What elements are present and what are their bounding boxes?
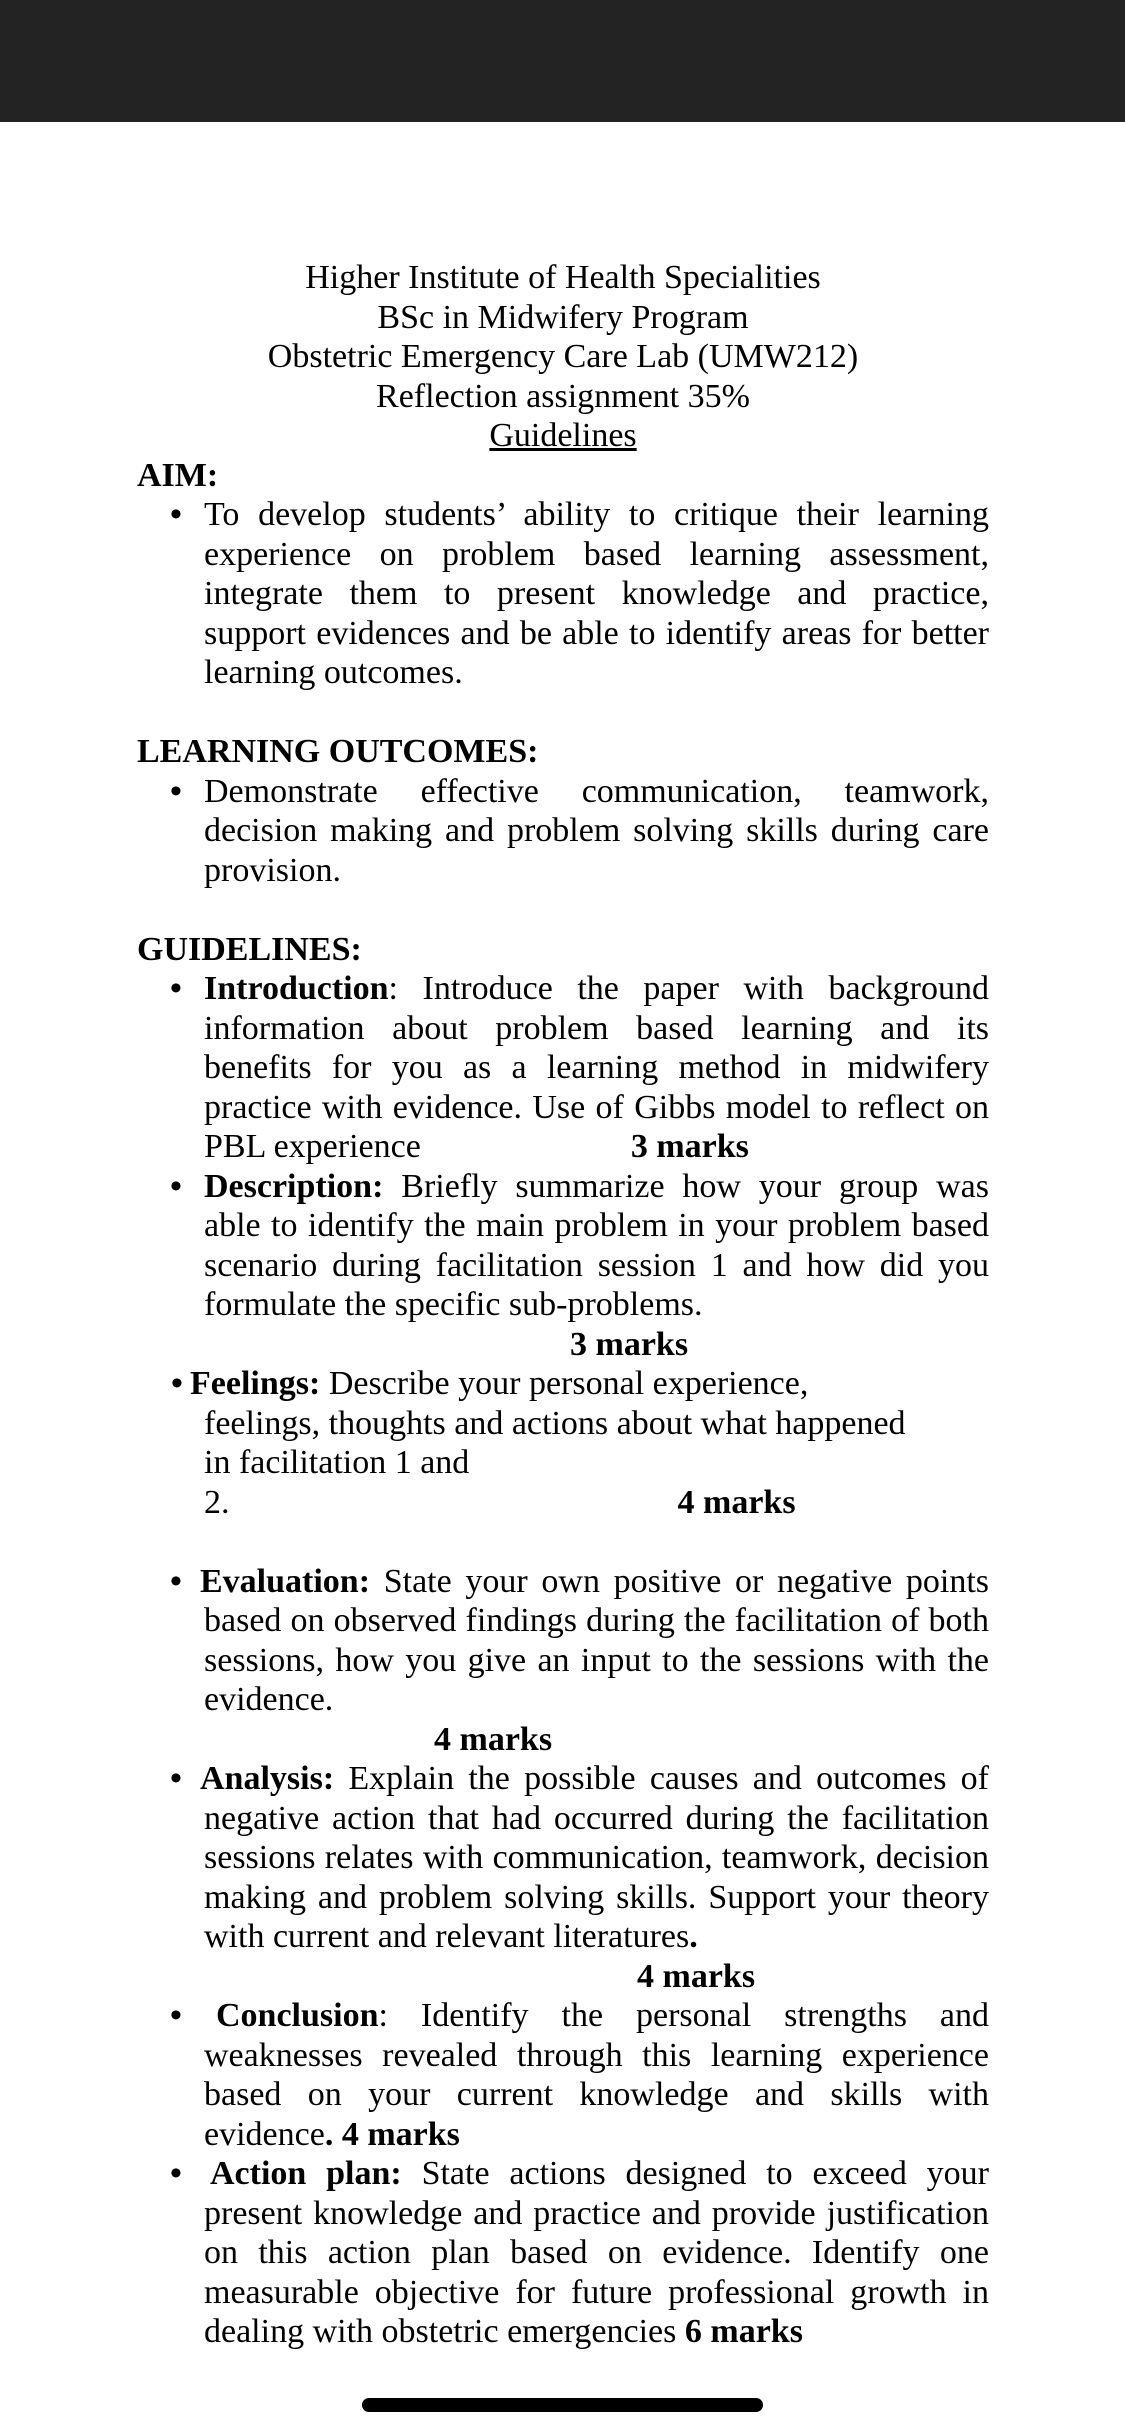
learning-outcome-text: Demonstrate effective communication, teamwork, decision making and problem solving skills during care provision. [204,772,989,889]
conclusion-marks: . 4 marks [324,2115,460,2153]
evaluation-marks: 4 marks [434,1720,553,1758]
analysis-period: . [689,1918,698,1955]
list-item [137,772,989,891]
action-plan-label: Action plan: [210,2155,402,2192]
evaluation-label: Evaluation: [200,1562,371,1600]
guidelines-title: GUIDELINES: [137,930,362,968]
guideline-conclusion [137,1996,989,2154]
action-plan-text: State actions designed to exceed your present knowledge and practice and provide justification on this action plan based on evidence. Identify one measurable objective for future professional growth in dealing with obstetric emergencies [204,2155,989,2350]
evaluation-text: State your own positive or negative points based on observed findings during the facilitation of both sessions, how you give an input to the sessions with the evidence. [204,1562,989,1718]
bullet-icon: • [170,970,182,1007]
guideline-analysis [137,1759,989,1957]
bullet-icon: • [170,1562,182,1600]
bullet-icon: • [170,772,182,810]
guidelines-list [137,969,989,2352]
conclusion-label: Conclusion [216,1997,379,2034]
bullet-icon: • [171,1365,183,1402]
status-bar [0,0,1125,122]
analysis-marks: 4 marks [637,1957,756,1995]
action-plan-marks: 6 marks [684,2313,803,2350]
conclusion-text: : Identify the personal strengths and weaknesses revealed through this learning experience based on your current knowledge and skills with evidence [204,1997,989,2153]
course-name: Obstetric Emergency Care Lab (UMW212) [267,338,859,375]
guideline-feelings [137,1364,989,1522]
document-header [137,258,989,456]
program-name: BSc in Midwifery Program [377,298,749,336]
document-page [137,258,989,2352]
analysis-label: Analysis: [200,1760,335,1797]
guidelines-heading: Guidelines [489,417,637,454]
bullet-icon: • [170,496,182,533]
description-text: Briefly summarize how your group was able to identify the main problem in your problem based scenario during facilitation session 1 and how did you formulate the specific sub-problems. [204,1167,989,1323]
feelings-text: Describe your personal experience, feelings, thoughts and actions about what happened in facilitation 1 and 2. [204,1365,906,1521]
guideline-action-plan [137,2154,989,2352]
introduction-marks: 3 marks [630,1128,749,1165]
analysis-text: Explain the possible causes and outcomes of negative action that had occurred during the facilitation sessions relates with communication, teamwork, decision making and problem solving skills. Support your theory with current and relevant literatures [204,1760,989,1955]
feelings-marks: 4 marks [677,1483,796,1521]
bullet-icon: • [170,1760,182,1797]
aim-title: AIM: [137,456,219,494]
list-item [137,495,989,693]
introduction-text: : Introduce the paper with background information about problem based learning and its benefits for you as a learning method in midwifery practice with evidence. Use of Gibbs model to reflect on PBL experience [204,970,989,1165]
guideline-evaluation [137,1562,989,1720]
learning-outcomes-title: LEARNING OUTCOMES: [137,733,539,770]
bullet-icon: • [170,2155,182,2192]
learning-outcomes-list [137,772,989,891]
aim-list [137,495,989,693]
description-marks: 3 marks [570,1325,689,1363]
guideline-description [137,1167,989,1325]
description-label: Description: [204,1167,384,1205]
bullet-icon: • [170,1997,182,2034]
feelings-label: Feelings: [190,1365,321,1402]
assignment-title: Reflection assignment 35% [376,377,750,415]
guideline-introduction [137,969,989,1167]
aim-text: To develop students’ ability to critique their learning experience on problem based learning assessment, integrate them to present knowledge and practice, support evidences and be able to identify areas for better learning outcomes. [204,496,989,691]
introduction-label: Introduction [204,970,389,1007]
institute-name: Higher Institute of Health Specialities [305,259,821,296]
home-indicator[interactable] [362,2398,763,2412]
bullet-icon: • [170,1167,182,1205]
